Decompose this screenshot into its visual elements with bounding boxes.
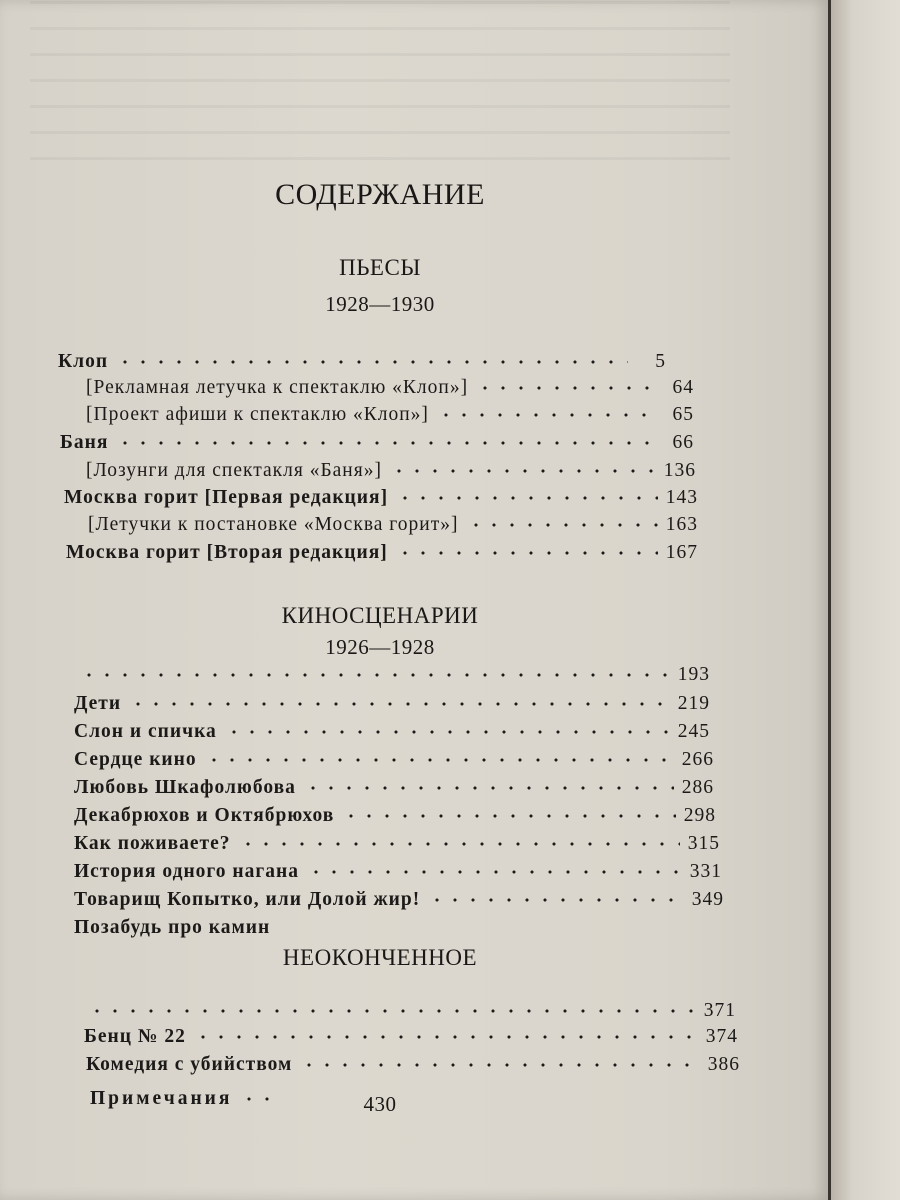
toc-entry-page: 266 — [681, 749, 714, 770]
toc-entry — [74, 853, 722, 883]
toc-entry-title: Любовь Шкафолюбова — [74, 777, 296, 798]
unfinished-section-title: НЕОКОНЧЕННОЕ — [282, 945, 478, 970]
dot-leader — [116, 356, 628, 368]
toc-entry-title: Баня — [60, 432, 109, 453]
toc-entry-title: Бенц № 22 — [84, 1026, 186, 1047]
toc-entry-page: 5 — [655, 351, 666, 372]
bleed-through-text — [30, 0, 730, 160]
toc-entry-page: 143 — [665, 487, 698, 508]
plays-section-title: ПЬЕСЫ — [339, 255, 421, 280]
toc-entry-title: Декабрюхов и Октябрюхов — [74, 805, 335, 826]
dot-leader — [476, 382, 656, 394]
toc-entry — [86, 452, 696, 482]
toc-entry-title: Как поживаете? — [74, 833, 231, 854]
toc-entry — [86, 369, 694, 399]
toc-entry-page: 193 — [677, 664, 710, 685]
dot-leader — [428, 894, 684, 906]
dot-leader — [129, 698, 670, 710]
toc-entry-page: 286 — [681, 777, 714, 798]
toc-entry-title: [Проект афиши к спектаклю «Клоп»] — [86, 404, 429, 425]
toc-entry-title: Москва горит [Вторая редакция] — [66, 542, 388, 563]
toc-entry-page: 371 — [703, 1000, 736, 1021]
contents-title: СОДЕРЖАНИЕ — [275, 178, 485, 211]
toc-entry-page: 163 — [665, 514, 698, 535]
toc-entry — [86, 396, 694, 426]
toc-entry — [74, 769, 714, 799]
toc-entry — [86, 1046, 740, 1076]
toc-entry-title: [Лозунги для спектакля «Баня»] — [86, 460, 382, 481]
screenplays-section-title: КИНОСЦЕНАРИИ — [281, 603, 479, 628]
toc-entry-title: Комедия с убийством — [86, 1054, 293, 1075]
toc-entry — [74, 797, 716, 827]
toc-entry-title: Москва горит [Первая редакция] — [64, 487, 389, 508]
adjacent-page-edge — [828, 0, 900, 1200]
toc-entry — [64, 479, 698, 509]
toc-entry — [74, 741, 714, 771]
dot-leader — [437, 409, 656, 421]
dot-leader — [342, 810, 675, 822]
dot-leader — [225, 726, 670, 738]
toc-entry-title: [Рекламная летучка к спектаклю «Клоп»] — [86, 377, 469, 398]
toc-entry — [74, 825, 720, 855]
toc-entry-page: 64 — [672, 377, 694, 398]
toc-entry-page: 315 — [687, 833, 720, 854]
dot-leader — [304, 782, 674, 794]
dot-leader — [307, 866, 682, 878]
toc-entry-page: 331 — [689, 861, 722, 882]
dot-leader — [396, 547, 658, 559]
toc-entry-title: Слон и спичка — [74, 721, 217, 742]
dot-leader — [239, 838, 680, 850]
toc-entry-title: Товарищ Копытко, или Долой жир! — [74, 889, 421, 910]
toc-entry — [74, 713, 710, 743]
plays-years: 1928—1930 — [325, 292, 435, 316]
toc-entry-title: История одного нагана — [74, 861, 300, 882]
dot-leader — [205, 754, 674, 766]
toc-entry — [88, 506, 698, 536]
toc-entry-page: 349 — [691, 889, 724, 910]
dot-leader — [396, 492, 658, 504]
toc-entry-page: 374 — [705, 1026, 738, 1047]
toc-entry — [66, 534, 698, 564]
toc-entry — [74, 881, 724, 911]
dot-leader — [80, 669, 670, 681]
dot-leader — [467, 519, 658, 531]
toc-entry-title: Дети — [74, 693, 122, 714]
dot-leader — [88, 1005, 696, 1017]
toc-entry — [72, 656, 710, 686]
toc-entry-page: 136 — [663, 460, 696, 481]
toc-entry-title: [Летучки к постановке «Москва горит»] — [88, 514, 459, 535]
toc-entry-page: 386 — [707, 1054, 740, 1075]
toc-entry — [84, 1018, 738, 1048]
dot-leader — [116, 437, 656, 449]
toc-entry-page: 298 — [683, 805, 716, 826]
page-number: 430 — [363, 1092, 397, 1116]
toc-entry — [74, 909, 300, 939]
dot-leader — [300, 1059, 699, 1071]
toc-entry-page: 219 — [677, 693, 710, 714]
toc-entry-title: Позабудь про камин — [74, 917, 271, 938]
toc-entry-page: 65 — [672, 404, 694, 425]
screenplays-years: 1926—1928 — [325, 635, 435, 659]
toc-entry-title: Примечания — [90, 1088, 233, 1109]
toc-entry-title: Сердце кино — [74, 749, 197, 770]
toc-entry-page: 66 — [672, 432, 694, 453]
toc-entry-page: 245 — [677, 721, 710, 742]
toc-entry — [74, 685, 710, 715]
dot-leader — [194, 1031, 698, 1043]
dot-leader — [390, 465, 656, 477]
toc-entry — [60, 424, 694, 454]
toc-entry-title: Клоп — [58, 351, 109, 372]
toc-entry-page: 167 — [665, 542, 698, 563]
